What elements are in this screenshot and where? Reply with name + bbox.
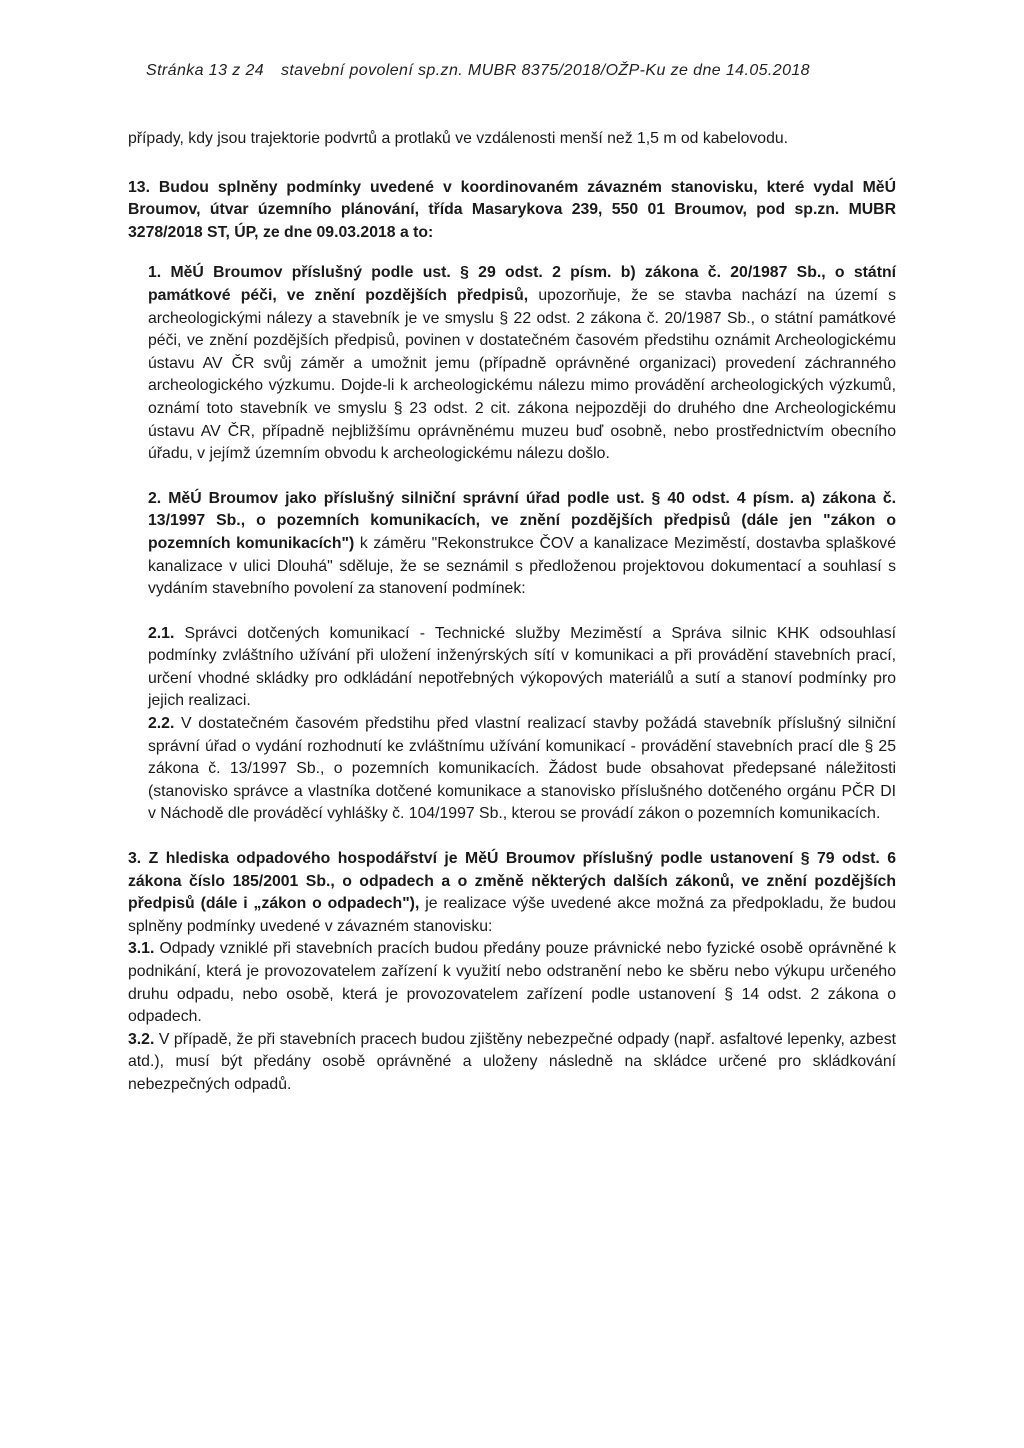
item-1-heading: 1. MěÚ Broumov příslušný podle ust. § 29 odst. 2 písm. b) zákona č. 20/1987 Sb., o státní památkové péči, ve znění pozdějších předpisů, <box>148 264 896 304</box>
item-2-2 <box>148 713 896 826</box>
page-header <box>146 62 906 80</box>
item-3-text: je realizace výše uvedené akce možná za předpokladu, že budou splněny podmínky uvedené v závazném stanovisku: <box>128 895 896 935</box>
document-reference: stavební povolení sp.zn. MUBR 8375/2018/OŽP-Ku ze dne 14.05.2018 <box>280 62 810 79</box>
item-2-2-number: 2.2. <box>148 715 175 733</box>
item-3-2-paragraph <box>128 1029 896 1097</box>
item-3 <box>128 848 896 938</box>
item-3-1-text: Odpady vzniklé při stavebních pracích budou předány pouze právnické nebo fyzické osobě oprávněné k podnikání, která je provozovatelem zařízení k využití nebo odstranění nebo ke sběru nebo výkupu určeného druhu odpadu, nebo osobě, která je provozovatelem zařízení podle ustanovení § 14 odst. 2 zákona o odpadech. <box>128 940 896 1026</box>
item-1-paragraph <box>148 262 896 465</box>
item-3-2 <box>128 1029 896 1097</box>
page-number: Stránka 13 z 24 <box>146 62 265 79</box>
item-2-2-text: V dostatečném časovém předstihu před vlastní realizací stavby požádá stavebník příslušný silniční správní úřad o vydání rozhodnutí ke zvláštnímu užívání komunikací - provádění stavebních prací dle § 25 zákona č. 13/1997 Sb., o pozemních komunikacích. Žádost bude obsahovat předepsané náležitosti (stanovisko správce a vlastníka dotčené komunikace a stanovisko příslušného dotčeného orgánu PČR DI v Náchodě dle prováděcí vyhlášky č. 104/1997 Sb., kterou se provádí zákon o pozemních komunikacích. <box>148 715 896 823</box>
item-2-paragraph <box>148 488 896 601</box>
item-3-2-text: V případě, že při stavebních pracech budou zjištěny nebezpečné odpady (např. asfaltové lepenky, azbest atd.), musí být předány osobě oprávněné a uloženy následně na skládce určené pro skládkování nebezpečných odpadů. <box>128 1030 896 1093</box>
item-2-1-text: Správci dotčených komunikací - Technické služby Meziměstí a Správa silnic KHK odsouhlasí podmínky zvláštního užívání při uložení inženýrských sítí v komunikaci a při provádění stavebních prací, určení vhodné skládky pro odkládání nepotřebných výkopových materiálů a sutí a stanoví podmínky pro jejich realizaci. <box>148 624 896 710</box>
item-2-1-number: 2.1. <box>148 624 175 642</box>
item-3-1-paragraph <box>128 938 896 1028</box>
section-13 <box>128 177 896 245</box>
item-3-heading: 3. Z hlediska odpadového hospodářství je MěÚ Broumov příslušný podle ustanovení § 79 odst. 6 zákona číslo 185/2001 Sb., o odpadech a o změně některých dalších zákonů, ve znění pozdějších předpisů (dále i „zákon o odpadech"), <box>128 850 896 913</box>
item-2 <box>148 488 896 601</box>
item-2-text: k záměru "Rekonstrukce ČOV a kanalizace Meziměstí, dostavba splaškové kanalizace v ulici Dlouhá" sděluje, že se seznámil s předloženou projektovou dokumentací a souhlasí s vydáním stavebního povolení za stanovení podmínek: <box>148 534 896 598</box>
section-13-text: 13. Budou splněny podmínky uvedené v koordinovaném závazném stanovisku, které vydal MěÚ Broumov, útvar územního plánování, třída Masarykova 239, 550 01 Broumov, pod sp.zn. MUBR 3278/2018 ST, ÚP, ze dne 09.03.2018 a to: <box>128 178 896 241</box>
intro-text: případy, kdy jsou trajektorie podvrtů a protlaků ve vzdálenosti menší než 1,5 m od kabelovodu. <box>128 130 789 147</box>
item-2-1 <box>148 623 896 713</box>
item-1-text: upozorňuje, že se stavba nachází na území s archeologickými nálezy a stavebník je ve smyslu § 22 odst. 2 zákona č. 20/1987 Sb., o státní památkové péči, ve znění pozdějších předpisů, povinen v dostatečném časovém předstihu oznámit Archeologickému ústavu AV ČR svůj záměr a umožnit jemu (případně oprávněné organizaci) provedení záchranného archeologického výzkumu. Dojde-li k archeologickému nálezu mimo provádění archeologických výzkumů, oznámí toto stavebník ve smyslu § 23 odst. 2 cit. zákona nejpozději do druhého dne Archeologickému ústavu AV ČR, případně nejbližšímu oprávněnému muzeu buď osobně, nebo prostřednictvím obecního úřadu, v jejímž územním obvodu k archeologickému nálezu došlo. <box>148 286 896 463</box>
item-3-2-number: 3.2. <box>128 1030 155 1048</box>
item-1 <box>148 262 896 465</box>
item-3-1-number: 3.1. <box>128 940 155 958</box>
item-3-paragraph <box>128 848 896 938</box>
intro-paragraph <box>128 128 896 151</box>
item-2-2-paragraph <box>148 713 896 826</box>
item-3-1 <box>128 938 896 1028</box>
item-2-heading: 2. MěÚ Broumov jako příslušný silniční správní úřad podle ust. § 40 odst. 4 písm. a) zákona č. 13/1997 Sb., o pozemních komunikacích, ve znění pozdějších předpisů (dále jen "zákon o pozemních komunikacích") <box>148 489 896 552</box>
item-2-1-paragraph <box>148 623 896 713</box>
